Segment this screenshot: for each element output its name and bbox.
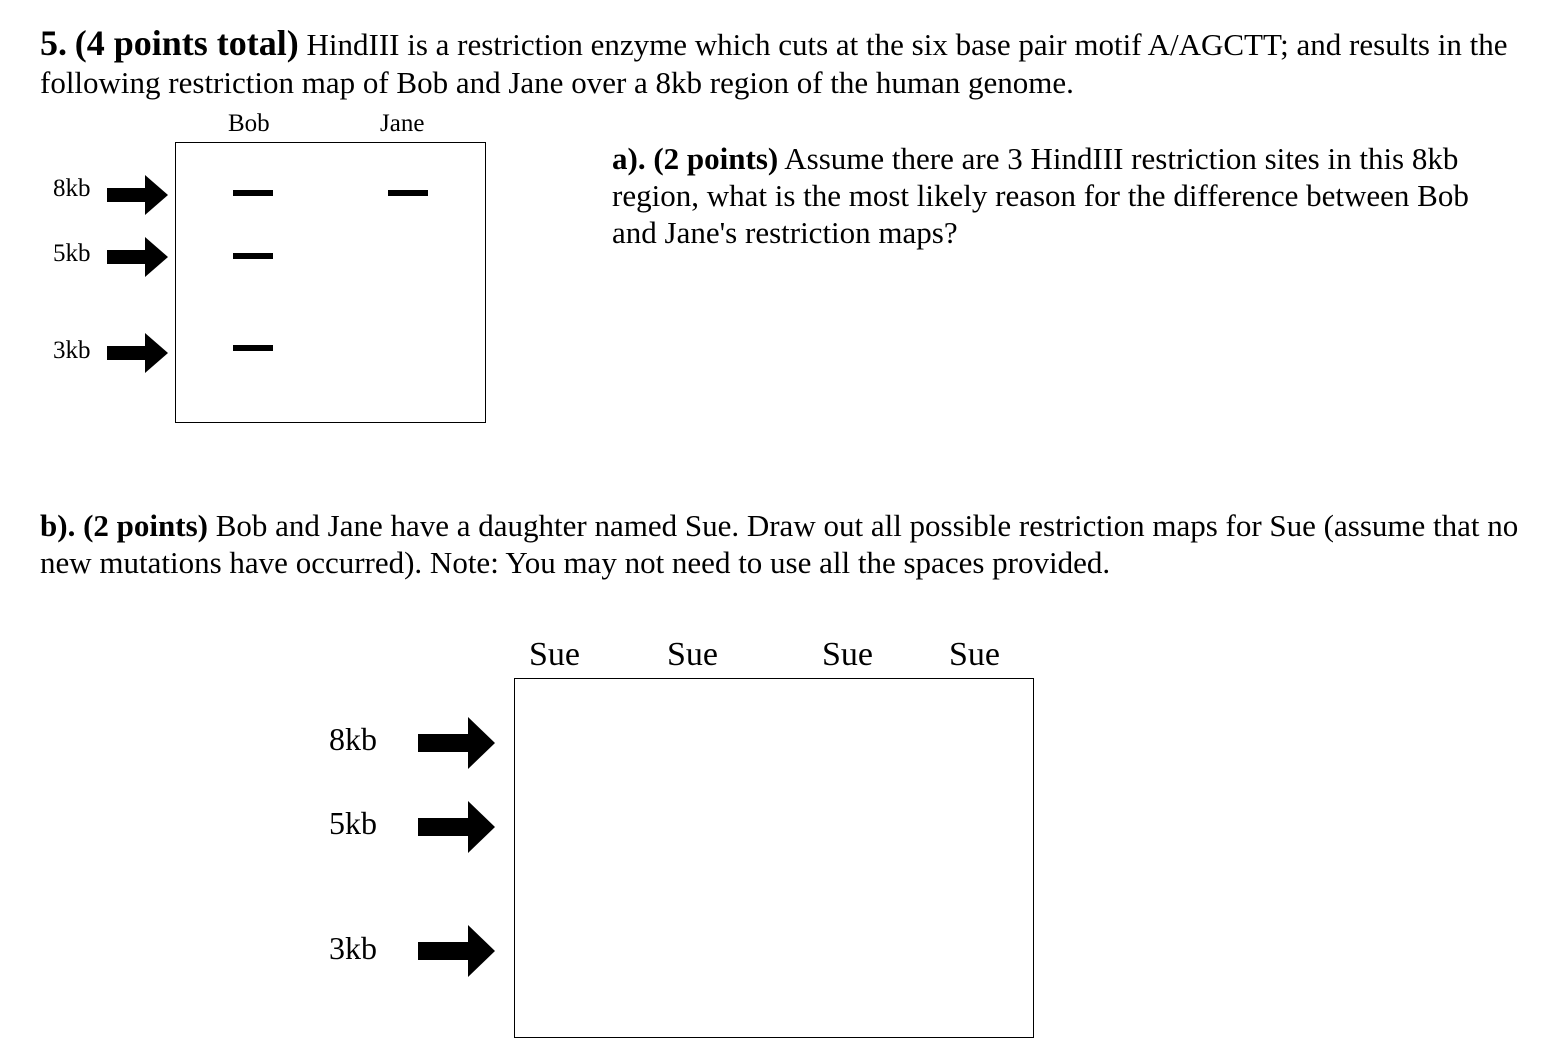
question-number: 5. <box>40 23 67 63</box>
part-a-label: a). <box>612 141 646 176</box>
band-jane-8kb <box>388 190 428 196</box>
gel-bottom-box[interactable] <box>514 678 1034 1038</box>
lane-label-sue-3: Sue <box>822 636 873 673</box>
arrow-8kb-bottom-icon <box>418 717 496 769</box>
lane-label-bob: Bob <box>228 110 270 137</box>
lane-label-jane: Jane <box>380 110 425 137</box>
arrow-8kb-icon <box>107 175 169 215</box>
lane-label-sue-2: Sue <box>667 636 718 673</box>
lane-label-sue-1: Sue <box>529 636 580 673</box>
part-a-points: (2 points) <box>653 141 779 176</box>
band-bob-5kb <box>233 253 273 259</box>
part-a-text: Assume there are 3 HindIII restriction sites in this 8kb region, what is the most likely reason for the difference between Bob and Jane's restriction maps? <box>612 141 1469 250</box>
size-marker-8kb: 8kb <box>53 175 91 202</box>
band-bob-8kb <box>233 190 273 196</box>
arrow-3kb-icon <box>107 333 169 373</box>
size-marker-5kb: 5kb <box>53 240 91 267</box>
part-a <box>612 140 1492 251</box>
lane-label-sue-4: Sue <box>949 636 1000 673</box>
size-marker-3kb: 3kb <box>53 337 91 364</box>
size-marker-5kb-bottom: 5kb <box>329 805 377 841</box>
question-text: HindIII is a restriction enzyme which cuts at the six base pair motif A/AGCTT; and results in the following restriction map of Bob and Jane over a 8kb region of the human genome. <box>40 27 1508 100</box>
arrow-5kb-icon <box>107 237 169 277</box>
band-bob-3kb <box>233 345 273 351</box>
size-marker-8kb-bottom: 8kb <box>329 721 377 757</box>
size-marker-3kb-bottom: 3kb <box>329 930 377 966</box>
part-b-text: Bob and Jane have a daughter named Sue. Draw out all possible restriction maps for Sue (assume that no new mutations have occurred). Note: You may not need to use all the spaces provided. <box>40 508 1519 580</box>
arrow-5kb-bottom-icon <box>418 801 496 853</box>
question-intro <box>40 24 1520 102</box>
question-points: (4 points total) <box>74 23 299 63</box>
part-b <box>40 507 1520 581</box>
part-b-label: b). <box>40 508 76 543</box>
part-b-points: (2 points) <box>83 508 208 543</box>
gel-top-box <box>175 142 486 423</box>
arrow-3kb-bottom-icon <box>418 925 496 977</box>
